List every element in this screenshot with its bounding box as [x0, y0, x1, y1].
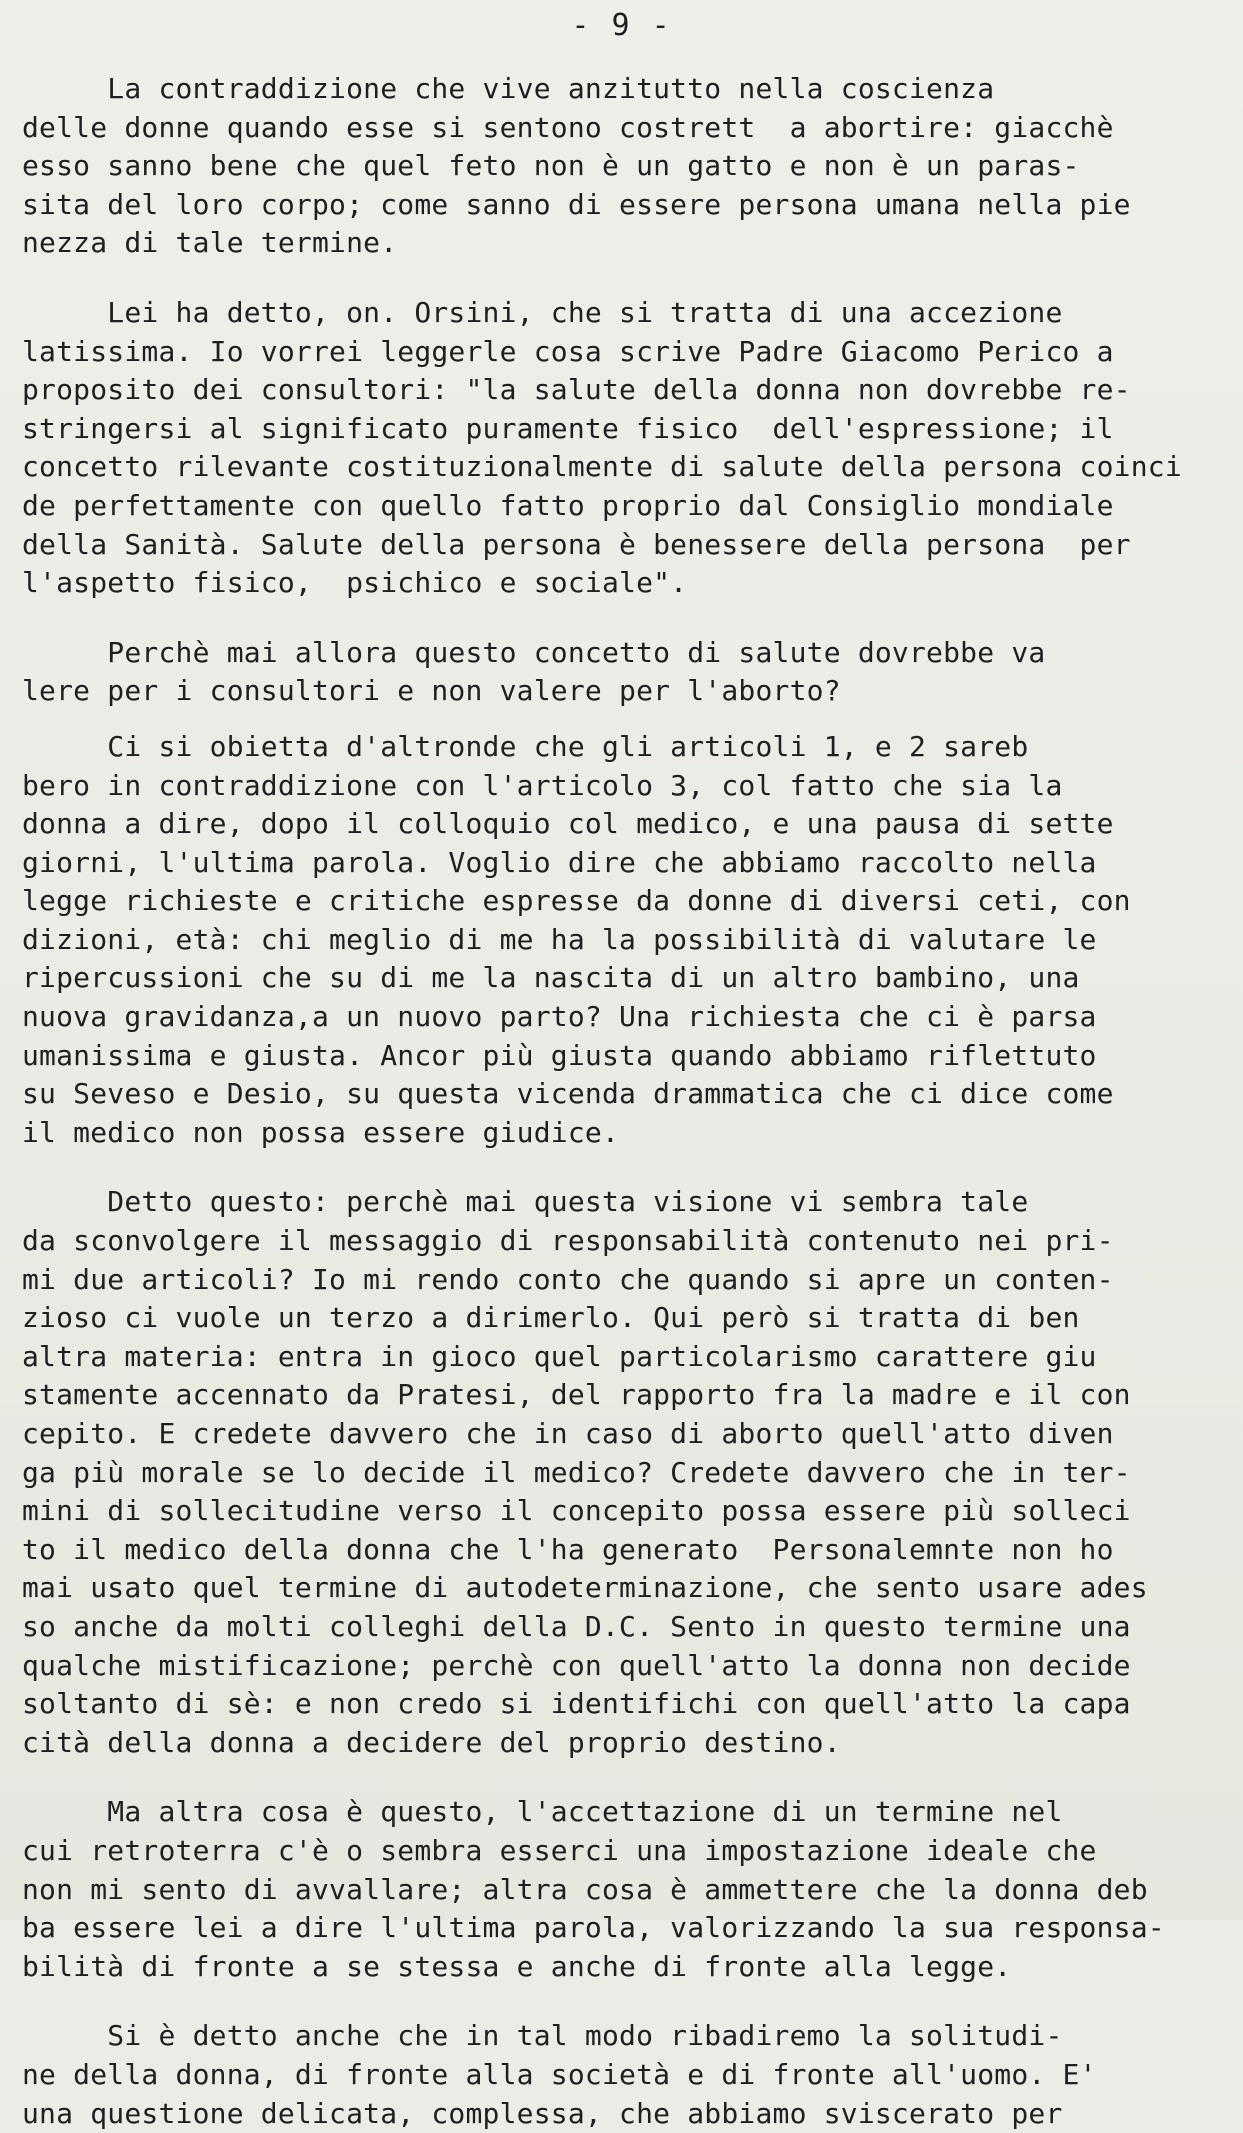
text-line: Ci si obietta d'altronde che gli articoli 1, e 2 sareb — [22, 728, 1222, 767]
text-line: cepito. E credete davvero che in caso di aborto quell'atto diven — [22, 1415, 1222, 1454]
text-line: ba essere lei a dire l'ultima parola, valorizzando la sua responsa- — [22, 1909, 1222, 1948]
text-line: legge richieste e critiche espresse da donne di diversi ceti, con — [22, 882, 1222, 921]
text-line: su Seveso e Desio, su questa vicenda drammatica che ci dice come — [22, 1075, 1222, 1114]
text-line: La contraddizione che vive anzitutto nella coscienza — [22, 70, 1222, 109]
text-line: zioso ci vuole un terzo a dirimerlo. Qui però si tratta di ben — [22, 1299, 1222, 1338]
text-line: altra materia: entra in gioco quel particolarismo carattere giu — [22, 1338, 1222, 1377]
text-line: Lei ha detto, on. Orsini, che si tratta di una accezione — [22, 294, 1222, 333]
text-line: nezza di tale termine. — [22, 224, 1222, 263]
text-line: Ma altra cosa è questo, l'accettazione di un termine nel — [22, 1793, 1222, 1832]
text-line: so anche da molti colleghi della D.C. Sento in questo termine una — [22, 1608, 1222, 1647]
text-line: mini di sollecitudine verso il concepito possa essere più solleci — [22, 1492, 1222, 1531]
paragraph — [22, 294, 1222, 603]
paragraph — [22, 1793, 1222, 1986]
document-body — [22, 70, 1222, 2133]
text-line: cui retroterra c'è o sembra esserci una impostazione ideale che — [22, 1832, 1222, 1871]
text-line: concetto rilevante costituzionalmente di salute della persona coinci — [22, 448, 1222, 487]
text-line: da sconvolgere il messaggio di responsabilità contenuto nei pri- — [22, 1222, 1222, 1261]
text-line: Perchè mai allora questo concetto di salute dovrebbe va — [22, 634, 1222, 673]
text-line: soltanto di sè: e non credo si identifichi con quell'atto la capa — [22, 1685, 1222, 1724]
text-line: nuova gravidanza,a un nuovo parto? Una richiesta che ci è parsa — [22, 998, 1222, 1037]
text-line: una questione delicata, complessa, che abbiamo sviscerato per — [22, 2095, 1222, 2133]
text-line: esso sanno bene che quel feto non è un gatto e non è un paras- — [22, 147, 1222, 186]
text-line: donna a dire, dopo il colloquio col medico, e una pausa di sette — [22, 805, 1222, 844]
text-line: Detto questo: perchè mai questa visione vi sembra tale — [22, 1183, 1222, 1222]
text-line: ripercussioni che su di me la nascita di un altro bambino, una — [22, 959, 1222, 998]
text-line: proposito dei consultori: "la salute della donna non dovrebbe re- — [22, 371, 1222, 410]
text-line: de perfettamente con quello fatto proprio dal Consiglio mondiale — [22, 487, 1222, 526]
paragraph — [22, 634, 1222, 711]
text-line: delle donne quando esse si sentono costrett a abortire: giacchè — [22, 109, 1222, 148]
text-line: stringersi al significato puramente fisico dell'espressione; il — [22, 410, 1222, 449]
text-line: giorni, l'ultima parola. Voglio dire che abbiamo raccolto nella — [22, 844, 1222, 883]
text-line: bero in contraddizione con l'articolo 3, col fatto che sia la — [22, 767, 1222, 806]
text-line: ga più morale se lo decide il medico? Credete davvero che in ter- — [22, 1454, 1222, 1493]
text-line: l'aspetto fisico, psichico e sociale". — [22, 564, 1222, 603]
text-line: sita del loro corpo; come sanno di essere persona umana nella pie — [22, 186, 1222, 225]
paragraph — [22, 728, 1222, 1153]
text-line: bilità di fronte a se stessa e anche di fronte alla legge. — [22, 1948, 1222, 1987]
paragraph — [22, 1183, 1222, 1762]
text-line: umanissima e giusta. Ancor più giusta quando abbiamo riflettuto — [22, 1037, 1222, 1076]
text-line: dizioni, età: chi meglio di me ha la possibilità di valutare le — [22, 921, 1222, 960]
text-line: mai usato quel termine di autodeterminazione, che sento usare ades — [22, 1569, 1222, 1608]
paragraph — [22, 70, 1222, 263]
page-number: - 9 - — [0, 8, 1243, 43]
text-line: il medico non possa essere giudice. — [22, 1114, 1222, 1153]
text-line: lere per i consultori e non valere per l'aborto? — [22, 672, 1222, 711]
text-line: ne della donna, di fronte alla società e di fronte all'uomo. E' — [22, 2056, 1222, 2095]
text-line: non mi sento di avvallare; altra cosa è ammettere che la donna deb — [22, 1871, 1222, 1910]
text-line: to il medico della donna che l'ha generato Personalemnte non ho — [22, 1531, 1222, 1570]
text-line: stamente accennato da Pratesi, del rapporto fra la madre e il con — [22, 1376, 1222, 1415]
text-line: latissima. Io vorrei leggerle cosa scrive Padre Giacomo Perico a — [22, 333, 1222, 372]
text-line: della Sanità. Salute della persona è benessere della persona per — [22, 526, 1222, 565]
text-line: Si è detto anche che in tal modo ribadiremo la solitudi- — [22, 2017, 1222, 2056]
text-line: qualche mistificazione; perchè con quell'atto la donna non decide — [22, 1647, 1222, 1686]
paragraph — [22, 2017, 1222, 2133]
text-line: cità della donna a decidere del proprio destino. — [22, 1724, 1222, 1763]
text-line: mi due articoli? Io mi rendo conto che quando si apre un conten- — [22, 1261, 1222, 1300]
